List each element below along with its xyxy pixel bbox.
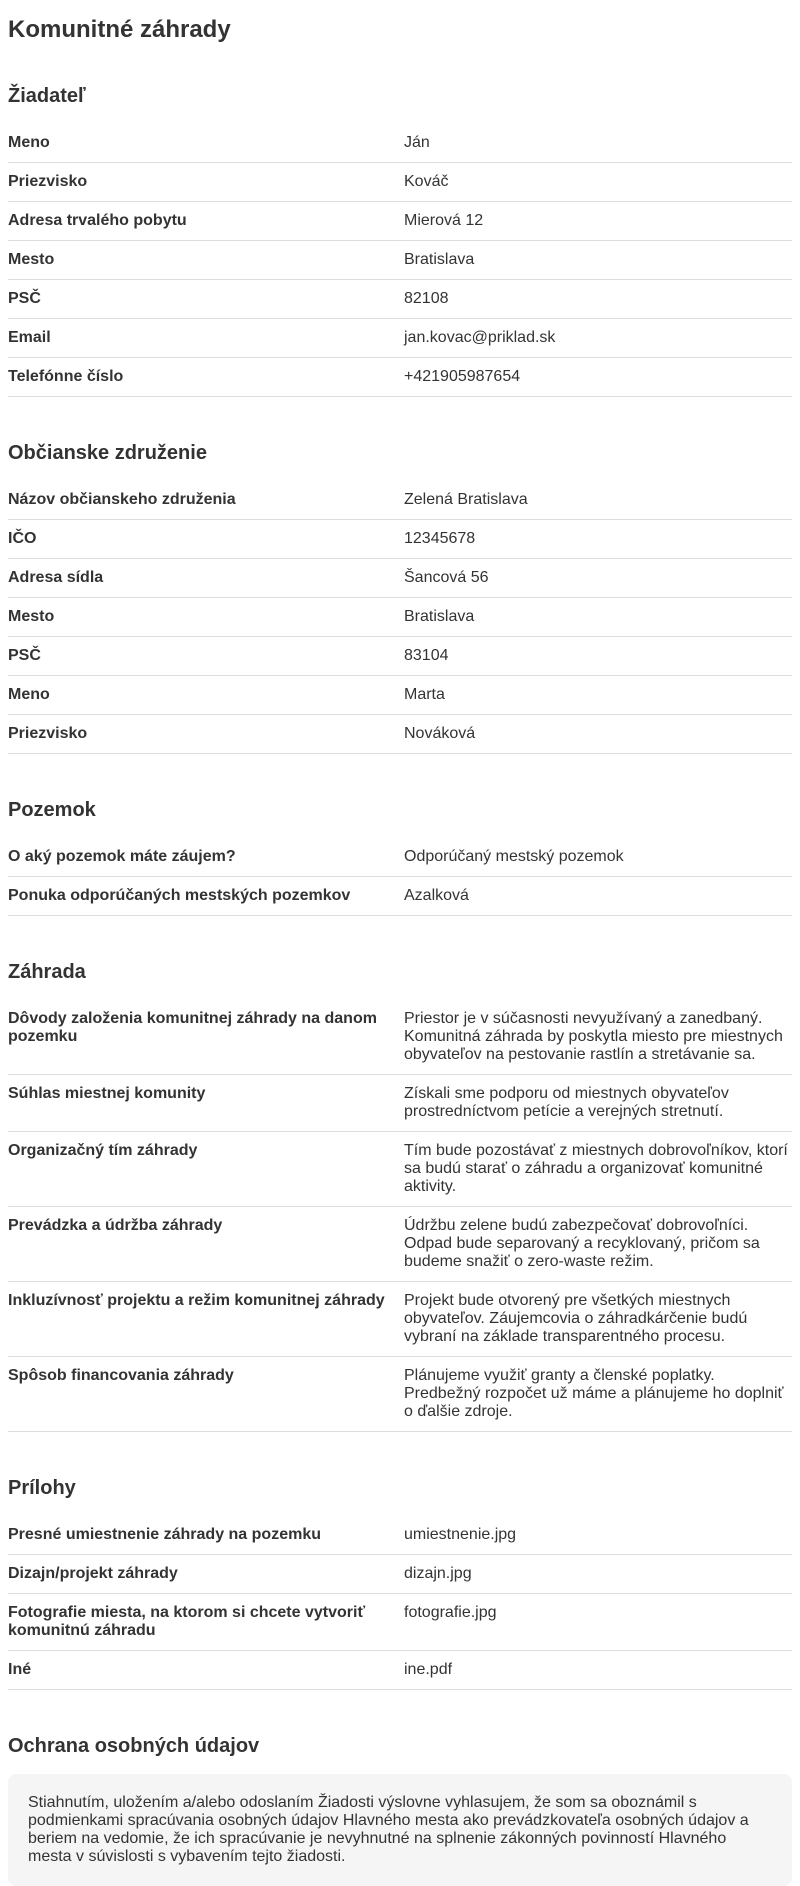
field-label: Inkluzívnosť projektu a režim komunitnej záhrady bbox=[8, 1292, 385, 1309]
field-row bbox=[8, 877, 792, 916]
section-ziadatel bbox=[8, 46, 792, 397]
section-title: Žiadateľ bbox=[8, 85, 86, 107]
field-label: Organizačný tím záhrady bbox=[8, 1142, 198, 1159]
field-list bbox=[8, 1000, 792, 1432]
field-row bbox=[8, 241, 792, 280]
field-value: umiestnenie.jpg bbox=[404, 1526, 517, 1543]
field-value: 83104 bbox=[404, 647, 449, 664]
field-row bbox=[8, 1075, 792, 1132]
field-value: Odporúčaný mestský pozemok bbox=[404, 848, 624, 865]
field-value: jan.kovac@priklad.sk bbox=[404, 329, 556, 346]
field-value: Marta bbox=[404, 686, 445, 703]
field-row bbox=[8, 1132, 792, 1207]
field-value: Nováková bbox=[404, 725, 476, 742]
field-row bbox=[8, 1516, 792, 1555]
field-value: ine.pdf bbox=[404, 1661, 453, 1678]
field-row bbox=[8, 1357, 792, 1432]
field-label: Iné bbox=[8, 1661, 32, 1678]
field-label: IČO bbox=[8, 530, 37, 547]
field-row bbox=[8, 280, 792, 319]
field-label: Názov občianskeho združenia bbox=[8, 491, 236, 508]
field-value: Plánujeme využiť granty a členské poplatky. Predbežný rozpočet už máme a plánujeme ho doplniť o ďalšie zdroje. bbox=[404, 1367, 784, 1420]
section-title: Prílohy bbox=[8, 1477, 76, 1499]
privacy-notice: Stiahnutím, uložením a/alebo odoslaním Žiadosti výslovne vyhlasujem, že som sa oboznámil s podmienkami spracúvania osobných údajov Hlavného mesta ako prevádzkovateľa osobných údajov a beriem na vedomie, že ich spracúvanie je nevyhnutné na splnenie zákonných povinností Hlavného mesta v súvislosti s vybavením tejto žiadosti. bbox=[8, 1774, 792, 1886]
field-row bbox=[8, 1594, 792, 1651]
section-header bbox=[8, 46, 792, 124]
field-value: Tím bude pozostávať z miestnych dobrovoľníkov, ktorí sa budú starať o záhradu a organizovať komunitné aktivity. bbox=[404, 1142, 788, 1195]
field-label: Meno bbox=[8, 134, 50, 151]
section-header bbox=[8, 1432, 792, 1516]
field-row bbox=[8, 163, 792, 202]
field-value: Šancová 56 bbox=[404, 569, 489, 586]
privacy-section-header bbox=[8, 1690, 792, 1758]
privacy-section bbox=[8, 1690, 792, 1886]
field-value: Získali sme podporu od miestnych obyvateľov prostredníctvom petície a verejných stretnutí. bbox=[404, 1085, 729, 1120]
field-label: Meno bbox=[8, 686, 50, 703]
summary-page bbox=[8, 0, 792, 1886]
field-row bbox=[8, 124, 792, 163]
field-label: Súhlas miestnej komunity bbox=[8, 1085, 206, 1102]
section-obcianske-zdruzenie bbox=[8, 397, 792, 754]
field-row bbox=[8, 520, 792, 559]
field-row bbox=[8, 598, 792, 637]
field-label: Adresa trvalého pobytu bbox=[8, 212, 187, 229]
field-value: Bratislava bbox=[404, 608, 475, 625]
field-label: Spôsob financovania záhrady bbox=[8, 1367, 234, 1384]
field-label: O aký pozemok máte záujem? bbox=[8, 848, 236, 865]
field-list bbox=[8, 124, 792, 397]
field-label: Mesto bbox=[8, 608, 55, 625]
field-value: dizajn.jpg bbox=[404, 1565, 472, 1582]
section-header bbox=[8, 754, 792, 838]
field-label: Dôvody založenia komunitnej záhrady na danom pozemku bbox=[8, 1010, 377, 1045]
section-title: Občianske združenie bbox=[8, 442, 207, 464]
field-value: 12345678 bbox=[404, 530, 476, 547]
field-label: Priezvisko bbox=[8, 725, 88, 742]
field-row bbox=[8, 1282, 792, 1357]
field-label: PSČ bbox=[8, 290, 41, 307]
field-list bbox=[8, 838, 792, 916]
section-prilohy bbox=[8, 1432, 792, 1690]
section-title: Pozemok bbox=[8, 799, 96, 821]
field-row bbox=[8, 838, 792, 877]
section-header bbox=[8, 916, 792, 1000]
field-value: Azalková bbox=[404, 887, 469, 904]
field-label: Presné umiestnenie záhrady na pozemku bbox=[8, 1526, 321, 1543]
section-pozemok bbox=[8, 754, 792, 916]
field-value: Bratislava bbox=[404, 251, 475, 268]
field-value: Mierová 12 bbox=[404, 212, 484, 229]
field-row bbox=[8, 1651, 792, 1690]
field-value: Ján bbox=[404, 134, 430, 151]
field-value: fotografie.jpg bbox=[404, 1604, 497, 1621]
field-value: Projekt bude otvorený pre všetkých miestnych obyvateľov. Záujemcovia o záhradkárčenie budú vybraní na základe transparentného procesu. bbox=[404, 1292, 748, 1345]
field-row bbox=[8, 1207, 792, 1282]
field-row bbox=[8, 358, 792, 397]
section-header bbox=[8, 397, 792, 481]
field-label: Prevádzka a údržba záhrady bbox=[8, 1217, 223, 1234]
page-title: Komunitné záhrady bbox=[8, 16, 231, 43]
field-row bbox=[8, 715, 792, 754]
field-row bbox=[8, 481, 792, 520]
field-row bbox=[8, 637, 792, 676]
field-label: Adresa sídla bbox=[8, 569, 104, 586]
field-value: Kováč bbox=[404, 173, 449, 190]
field-label: Ponuka odporúčaných mestských pozemkov bbox=[8, 887, 351, 904]
field-row bbox=[8, 676, 792, 715]
field-row bbox=[8, 559, 792, 598]
field-label: Email bbox=[8, 329, 51, 346]
field-label: Priezvisko bbox=[8, 173, 88, 190]
field-label: PSČ bbox=[8, 647, 41, 664]
field-label: Telefónne číslo bbox=[8, 368, 124, 385]
field-value: 82108 bbox=[404, 290, 449, 307]
field-row bbox=[8, 1000, 792, 1075]
section-title: Záhrada bbox=[8, 961, 86, 983]
field-row bbox=[8, 1555, 792, 1594]
field-value: Priestor je v súčasnosti nevyužívaný a zanedbaný. Komunitná záhrada by poskytla miesto pre miestnych obyvateľov na pestovanie rastlín a stretávanie sa. bbox=[404, 1010, 783, 1063]
field-label: Dizajn/projekt záhrady bbox=[8, 1565, 178, 1582]
field-value: Údržbu zelene budú zabezpečovať dobrovoľníci. Odpad bude separovaný a recyklovaný, pričom sa budeme snažiť o zero-waste režim. bbox=[404, 1217, 760, 1270]
field-value: +421905987654 bbox=[404, 368, 521, 385]
field-label: Mesto bbox=[8, 251, 55, 268]
field-list bbox=[8, 481, 792, 754]
section-zahrada bbox=[8, 916, 792, 1432]
privacy-section-title: Ochrana osobných údajov bbox=[8, 1735, 260, 1757]
field-label: Fotografie miesta, na ktorom si chcete vytvoriť komunitnú záhradu bbox=[8, 1604, 366, 1639]
field-list bbox=[8, 1516, 792, 1690]
sections-container bbox=[8, 46, 792, 1690]
field-row bbox=[8, 319, 792, 358]
field-value: Zelená Bratislava bbox=[404, 491, 528, 508]
field-row bbox=[8, 202, 792, 241]
